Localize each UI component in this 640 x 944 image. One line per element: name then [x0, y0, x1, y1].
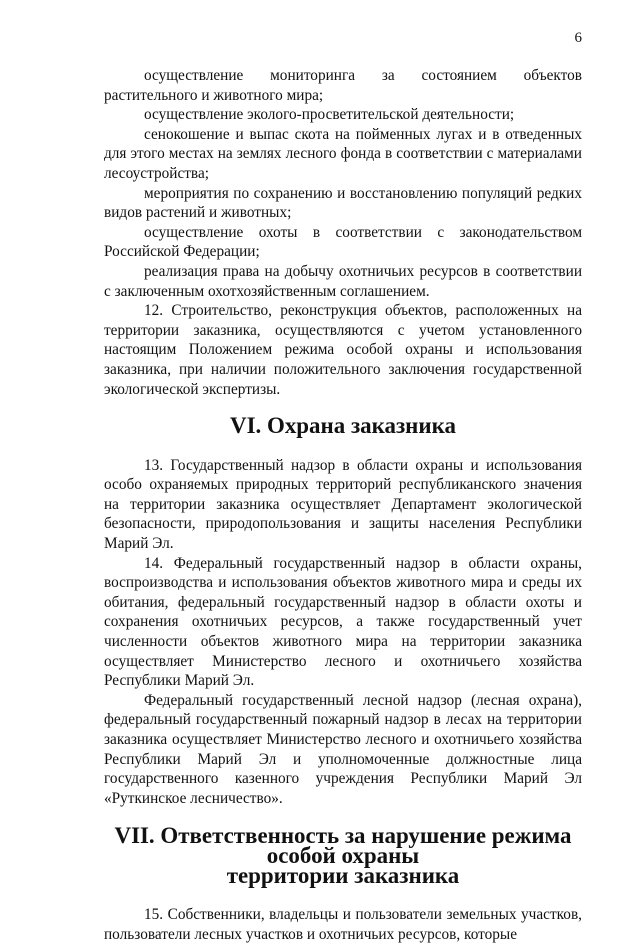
paragraph-15-owners: 15. Собственники, владельцы и пользователи земельных участков, пользователи лесных участков и охотничьих ресурсов, которые — [104, 906, 582, 943]
paragraph-hunting-rights: реализация права на добычу охотничьих ресурсов в соответствии с заключенным охотхозяйственным соглашением. — [104, 262, 582, 300]
paragraph-hunting: осуществление охоты в соответствии с законодательством Российской Федерации; — [104, 223, 582, 261]
paragraph-forest-oversight: Федеральный государственный лесной надзор (лесная охрана), федеральный государственный пожарный надзор в лесах на территории заказника осуществляет Министерство лесного и охотничьего хозяйства Республики Марий Эл и уполномоченные должностные лица государственного казенного учреждения Республики Марий Эл «Руткинское лесничество». — [104, 691, 582, 807]
section-heading-liability-line2: территории заказника — [226, 862, 460, 888]
section-heading-protection: VI. Охрана заказника — [230, 413, 456, 439]
section-heading-liability — [104, 823, 582, 888]
paragraph-12-construction: 12. Строительство, реконструкция объектов, расположенных на территории заказника, осуществляются с учетом установленного настоящим Положением режима особой охраны и использования заказника, при наличии положительного заключения государственной экологической экспертизы. — [104, 302, 582, 398]
page-number: 6 — [574, 30, 582, 46]
paragraph-14-federal-oversight: 14. Федеральный государственный надзор в области охраны, воспроизводства и использования объектов животного мира и среды их обитания, федеральный государственный надзор в области охоты и сохранения охотничьих ресурсов, а также государственный учет численности объектов животного мира на территории заказника осуществляет Министерство лесного и охотничьего хозяйства Республики Марий Эл. — [104, 554, 582, 690]
paragraph-conservation: мероприятия по сохранению и восстановлению популяций редких видов растений и животных; — [104, 184, 582, 222]
paragraph-haymaking: сенокошение и выпас скота на пойменных лугах и в отведенных для этого местах на землях лесного фонда в соответствии с материалами лесоустройства; — [104, 125, 582, 182]
paragraph-monitoring: осуществление мониторинга за состоянием объектов растительного и животного мира; — [104, 67, 582, 104]
paragraph-education: осуществление эколого-просветительской деятельности; — [144, 106, 515, 124]
section-heading-liability-line1: VII. Ответственность за нарушение режима особой охраны — [114, 823, 572, 868]
document-body — [104, 66, 582, 944]
paragraph-13-oversight: 13. Государственный надзор в области охраны и использования особо охраняемых природных территорий республиканского значения на территории заказника осуществляет Департамент экологической безопасности, природопользования и защиты населения Республики Марий Эл. — [104, 456, 582, 553]
